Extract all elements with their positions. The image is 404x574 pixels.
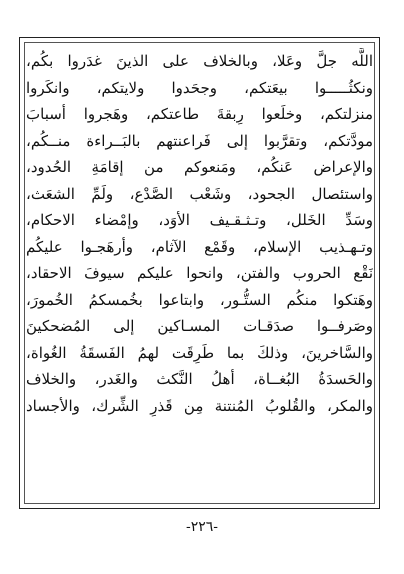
text-line: منزلتكم، وخلَعوا رِبقةَ طاعتكم، وهَجروا أسبابَ [26,105,373,123]
text-line: اللَّه جلَّ وعَلا، وبالخلاف على الذينَ غدَروا بكُم، [26,52,373,70]
text-line: واستئصال الجحود، وشَعْب الصَّدْع، ولَمِّ الشعَث، [26,184,373,203]
text-line: والإعراض عَنكُم، ومَنعوكم من إقامَةِ الحُدود، [26,158,373,176]
text-line: ونكثُـــــوا بيعَتكم، وجحَدوا ولايتكم، وانكَروا [26,78,373,97]
body-text [26,48,373,419]
text-line: والسَّاخرينَ، وذلكَ بما طَرِقَت لهمُ الفَسقَةُ الغُواة، [26,343,373,362]
text-line: وسَدِّ الخَلل، وتـثـقـيف الأوَد، وإمْضاء الاحكام، [26,211,373,229]
text-line: نَقْع الحروب والفتن، وانحوا عليكم سيوفَ الاحقاد، [26,264,373,282]
text-line: مودَّتكم، وتقرَّبوا إلى فَراعنتهم بالبَــراءة منــكُم، [26,131,373,150]
text-line: والمكر، والقُلوبُ المُنتنة مِن قَذرِ الشِّرك، والأجساد [26,396,373,415]
text-line: وتـهـذيب الإسلام، وقَمْع الآثام، وأرهَجـوا عليكُم [26,237,373,256]
text-line: وهَتكوا منكُم الستُّـور، وابتاعوا بخُمسكمُ الخُمورَ، [26,290,373,309]
page-number: -٢٢٦- [185,519,219,535]
text-line: وصَرفــوا صدَقـات المسـاكين إلى المُضحكينَ [26,317,373,335]
text-line: والحَسدَةُ البُغــاة، أهلُ النَّكث والغَدر، والخلاف [26,370,373,388]
